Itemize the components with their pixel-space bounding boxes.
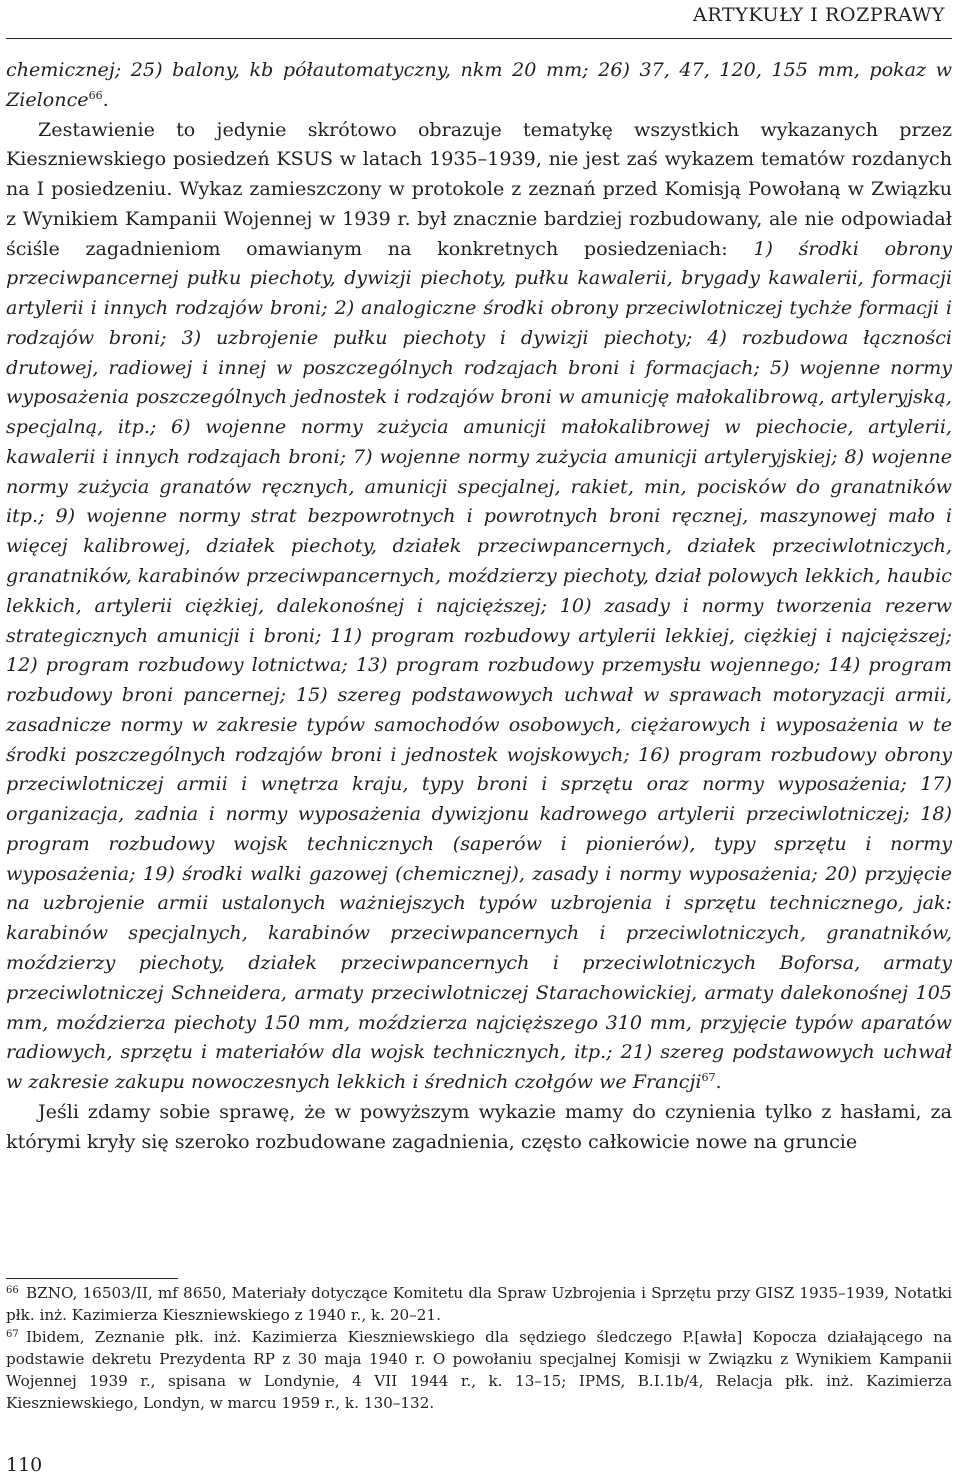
paragraph-1-text: chemicznej; 25) balony, kb półautomatyczny, nkm 20 mm; 26) 37, 47, 120, 155 mm, pokaz w Zielonce [6, 58, 952, 111]
footnote-66: 66 BZNO, 16503/II, mf 8650, Materiały dotyczące Komitetu dla Spraw Uzbrojenia i Sprzętu przy GISZ 1935–1939, Notatki płk. inż. Kazimierza Kieszniewskiego z 1940 r., k. 20–21. [6, 1284, 952, 1324]
header-rule [6, 38, 952, 39]
paragraph-1-end: . [102, 87, 109, 111]
paragraph-2-list: 1) środki obrony przeciwpancernej pułku piechoty, dywizji piechoty, pułku kawalerii, brygady kawalerii, formacji artylerii i innych rodzajów broni; 2) analogiczne środki obrony przeciwlotniczej tychże formacji i rodzajów broni; 3) uzbrojenie pułku piechoty i dywizji piechoty; 4) rozbudowa łączności drutowej, radiowej i innej w poszczególnych rodzajach broni i formacjach; 5) wojenne normy wyposażenia poszczególnych jednostek i rodzajów broni w amunicję małokalibrową, artyleryjską, specjalną, itp.; 6) wojenne normy zużycia amunicji małokalibrowej w piechocie, artylerii, kawalerii i innych rodzajach broni; 7) wojenne normy zużycia amunicji artyleryjskiej; 8) wojenne normy zużycia granatów ręcznych, amunicji specjalnej, rakiet, min, pocisków do granatników itp.; 9) wojenne normy strat bezpowrotnych i powrotnych broni ręcznej, maszynowej mało i więcej kalibrowej, działek piechoty, działek przeciwpancernych, działek przeciwlotniczych, granatników, karabinów przeciwpancernych, moździerzy piechoty, dział polowych lekkich, haubic lekkich, artylerii ciężkiej, dalekonośnej i najcięższej; 10) zasady i normy tworzenia rezerw strategicznych amunicji i broni; 11) program rozbudowy artylerii lekkiej, ciężkiej i najcięższej; 12) program rozbudowy lotnictwa; 13) program rozbudowy przemysłu wojennego; 14) program rozbudowy broni pancernej; 15) szereg podstawowych uchwał w sprawach motoryzacji armii, zasadnicze normy w zakresie typów samochodów osobowych, ciężarowych i wyposażenia w te środki poszczególnych rodzajów broni i jednostek wojskowych; 16) program rozbudowy obrony przeciwlotniczej armii i wnętrza kraju, typy broni i sprzętu oraz normy wyposażenia; 17) organizacja, zadnia i normy wyposażenia dywizjonu kadrowego artylerii przeciwlotniczej; 18) program rozbudowy wojsk technicznych (saperów i pionierów), typy sprzętu i normy wyposażenia; 19) środki walki gazowej (chemicznej), zasady i normy wyposażenia; 20) przyjęcie na uzbrojenie armii ustalonych ważniejszych typów uzbrojenia i sprzętu technicznego, jak: karabinów specjalnych, karabinów przeciwpancernych i przeciwlotniczych, granatników, moździerzy piechoty, działek przeciwpancernych i przeciwlotniczych Boforsa, armaty przeciwlotniczej Schneidera, armaty przeciwlotniczej Starachowickiej, armaty dalekonośnej 105 mm, moździerza piechoty 150 mm, moździerza najcięższego 310 mm, przyjęcie typów aparatów radiowych, sprzętu i materiałów dla wojsk technicznych, itp.; 21) szereg podstawowych uchwał w zakresie zakupu nowoczesnych lekkich i średnich czołgów we Francji [6, 236, 952, 1094]
footnote-text: BZNO, 16503/II, mf 8650, Materiały dotyczące Komitetu dla Spraw Uzbrojenia i Sprzętu przy GISZ 1935–1939, Notatki płk. inż. Kazimierza Kieszniewskiego z 1940 r., k. 20–21. [6, 1284, 952, 1324]
paragraph-1 [6, 55, 952, 115]
footnote-ref-67[interactable]: 67 [701, 1071, 716, 1085]
paragraph-2 [6, 115, 952, 1097]
footnote-rule [6, 1278, 178, 1279]
footnote-67: 67 Ibidem, Zeznanie płk. inż. Kazimierza Kieszniewskiego dla sędziego śledczego P.[awła] Kopocza działającego na podstawie dekretu Prezydenta RP z 30 maja 1940 r. O powołaniu specjalnej Komisji w Związku z Wynikiem Kampanii Wojennej 1939 r., spisana w Londynie, 4 VII 1944 r., k. 13–15; IPMS, B.I.1b/4, Relacja płk. inż. Kazimierza Kieszniewskiego, Londyn, w marcu 1959 r., k. 130–132. [6, 1328, 952, 1412]
paragraph-2-end: . [715, 1070, 722, 1094]
running-head: ARTYKUŁY I ROZPRAWY [693, 4, 945, 26]
footnote-ref-66[interactable]: 66 [88, 88, 103, 102]
footnote-lead-italic: Ibidem [26, 1328, 80, 1346]
footnote-text: , Zeznanie płk. inż. Kazimierza Kieszniewskiego dla sędziego śledczego P.[awła] Kopocza działającego na podstawie dekretu Prezydenta RP z 30 maja 1940 r. O powołaniu specjalnej Komisji w Związku z Wynikiem Kampanii Wojennej 1939 r., spisana w Londynie, 4 VII 1944 r., k. 13–15; IPMS, B.I.1b/4, Relacja płk. inż. Kazimierza Kieszniewskiego, Londyn, w marcu 1959 r., k. 130–132. [6, 1328, 952, 1412]
paragraph-2-intro: Zestawienie to jedynie skrótowo obrazuje tematykę wszystkich wykazanych przez Kieszniewskiego posiedzeń KSUS w latach 1935–1939, nie jest zaś wykazem tematów rozdanych na I posiedzeniu. Wykaz zamieszczony w protokole z zeznań przed Komisją Powołaną w Związku z Wynikiem Kampanii Wojennej w 1939 r. był znacznie bardziej rozbudowany, ale nie odpowiadał ściśle zagadnieniom omawianym na konkretnych posiedzeniach: [6, 117, 952, 260]
footnotes [6, 1282, 952, 1414]
body-text [6, 55, 952, 1156]
paragraph-3: Jeśli zdamy sobie sprawę, że w powyższym wykazie mamy do czynienia tylko z hasłami, za którymi kryły się szeroko rozbudowane zagadnienia, często całkowicie nowe na gruncie [6, 1099, 952, 1153]
page-number: 110 [6, 1454, 43, 1476]
